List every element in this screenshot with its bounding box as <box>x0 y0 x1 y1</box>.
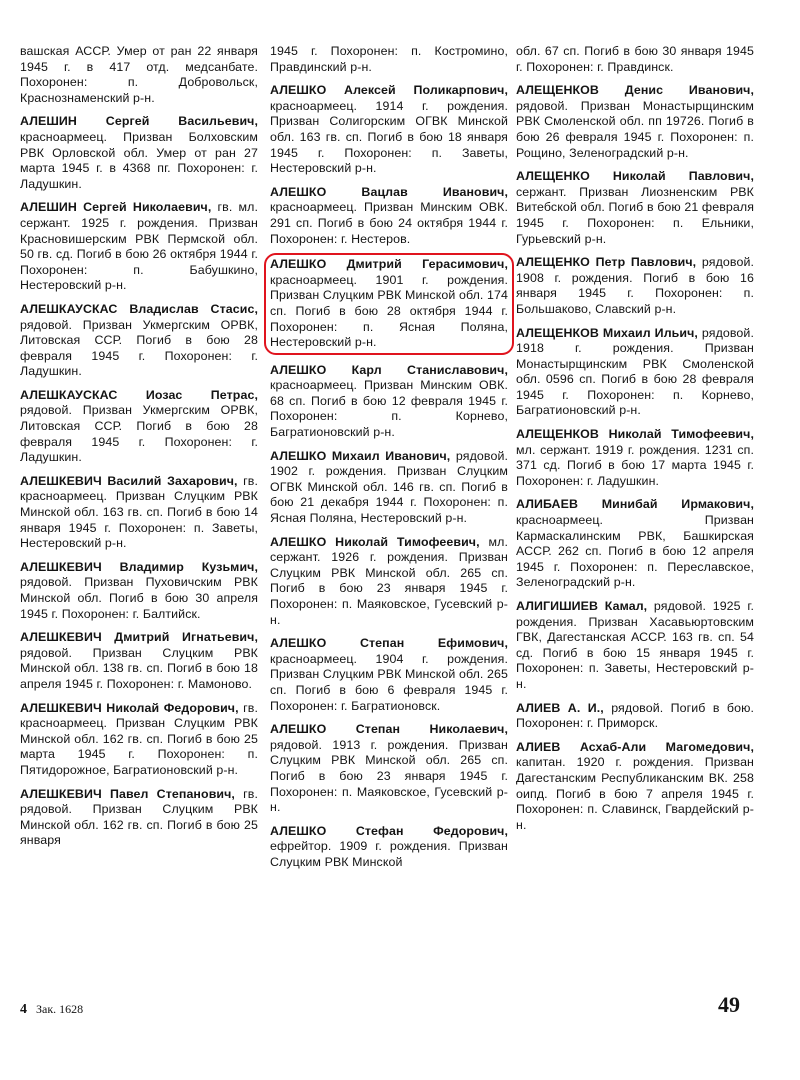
person-name: АЛЕЩЕНКОВ Денис Иванович, <box>516 83 754 98</box>
person-name: АЛЕШКО Николай Тимофеевич, <box>270 534 480 549</box>
entry-details: рядовой. 1918 г. рождения. Призван Монастырщинским РВК Смоленской обл. 0596 сп. Погиб в бою 28 февраля 1945 г. Похоронен: п. Корнево, Багратионовский р-н. <box>516 325 754 418</box>
register-entry <box>20 44 258 106</box>
register-entry <box>270 535 508 629</box>
register-entry <box>20 701 258 779</box>
person-name: АЛЕШКЕВИЧ Владимир Кузьмич, <box>20 559 258 574</box>
entry-details: красноармеец. 1904 г. рождения. Призван Слуцким РВК Минской обл. 265 сп. Погиб в бою 6 февраля 1945 г. Похоронен: г. Багратионовск. <box>270 651 508 713</box>
person-name: АЛЕШКАУСКАС Владислав Стасис, <box>20 301 258 316</box>
entry-details: мл. сержант. 1919 г. рождения. 1231 сп. 371 сд. Погиб в бою 17 марта 1945 г. Похоронен: г. Ладушкин. <box>516 442 754 488</box>
register-entry <box>516 599 754 693</box>
register-entry <box>270 824 508 871</box>
register-entry <box>516 427 754 489</box>
person-name: АЛЕШКЕВИЧ Дмитрий Игнатьевич, <box>20 630 258 645</box>
register-entry <box>516 740 754 834</box>
person-name: АЛИЕВ Асхаб-Али Магомедович, <box>516 739 754 754</box>
register-entry <box>270 83 508 177</box>
person-name: АЛЕШКО Алексей Поликарпович, <box>270 83 508 98</box>
entry-details: красноармеец. 1914 г. рождения. Призван Солигорским ОГВК Минской обл. 163 гв. сп. Погиб в бою 18 января 1945 г. Похоронен: п. Заветы, Нестеровский р-н. <box>270 98 508 176</box>
register-entry <box>20 787 258 849</box>
register-entry <box>516 169 754 247</box>
person-name: АЛЕШИН Сергей Николаевич, <box>20 200 212 215</box>
person-name: АЛЕЩЕНКО Петр Павлович, <box>516 255 697 270</box>
register-entry <box>516 44 754 75</box>
register-entry <box>516 255 754 317</box>
entry-details: рядовой. Погиб в бою. Похоронен: г. Приморск. <box>516 700 755 731</box>
register-entry <box>516 326 754 420</box>
entry-details: 1945 г. Похоронен: п. Костромино, Правдинский р-н. <box>270 44 508 74</box>
page-number: 49 <box>718 992 740 1017</box>
person-name: АЛЕШКЕВИЧ Василий Захарович, <box>20 473 238 488</box>
register-entry <box>20 474 258 552</box>
entry-details: гв. рядовой. Призван Слуцким РВК Минской обл. 162 гв. сп. Погиб в бою 25 января <box>20 786 259 848</box>
entry-details: вашская АССР. Умер от ран 22 января 1945 г. в 417 отд. медсанбате. Похоронен: п. Добровольск, Краснознаменский р-н. <box>20 44 258 105</box>
print-footer <box>20 1002 83 1018</box>
register-entry <box>270 636 508 714</box>
person-name: АЛЕШКО Михаил Иванович, <box>270 448 451 463</box>
entry-details: гв. красноармеец. Призван Слуцким РВК Минской обл. 162 гв. сп. Погиб в бою 25 марта 1945 г. Похоронен: п. Пятидорожное, Багратионовский р-н. <box>20 700 258 777</box>
person-name: АЛЕШКО Стефан Федорович, <box>270 823 508 838</box>
person-name: АЛЕШКО Вацлав Иванович, <box>270 184 508 199</box>
register-entry <box>270 449 508 527</box>
entry-details: рядовой. 1902 г. рождения. Призван Слуцким ОГВК Минской обл. 146 гв. сп. Погиб в бою 21 декабря 1944 г. Похоронен: п. Ясная Поляна, Нестеровский р-н. <box>270 448 509 526</box>
person-name: АЛЕШИН Сергей Васильевич, <box>20 114 258 129</box>
register-entry <box>270 185 508 247</box>
person-name: АЛИЕВ А. И., <box>516 700 604 715</box>
entry-details: ефрейтор. 1909 г. рождения. Призван Слуцким РВК Минской <box>270 839 508 869</box>
entry-details: красноармеец. Призван Минским ОВК. 68 сп. Погиб в бою 12 февраля 1945 г. Похоронен: п. Корнево, Багратионовский р-н. <box>270 378 508 440</box>
entry-details: гв. мл. сержант. 1925 г. рождения. Призван Красновишерским РВК Пермской обл. 50 гв. сд. Погиб в бою 26 октября 1944 г. Похоронен: п. Бабушкино, Нестеровский р-н. <box>20 200 258 293</box>
person-name: АЛЕШКАУСКАС Иозас Петрас, <box>20 387 258 402</box>
register-entry <box>20 302 258 380</box>
entry-details: красноармеец. 1901 г. рождения. Призван Слуцким РВК Минской обл. 174 сп. Погиб в бою 28 октября 1944 г. Похоронен: п. Ясная Поляна, Нестеровский р-н. <box>270 272 508 350</box>
entry-details: рядовой. 1913 г. рождения. Призван Слуцким РВК Минской обл. 265 сп. Погиб в бою 23 января 1945 г. Похоронен: п. Маяковское, Гусевский р-н. <box>270 737 508 815</box>
entry-details: рядовой. Призван Монастырщинским РВК Смоленской обл. пп 19726. Погиб в бою 26 февраля 1945 г. Похоронен: п. Рощино, Зеленоградский р-н. <box>516 98 754 160</box>
text-column-left <box>20 44 258 857</box>
person-name: АЛЕШКО Карл Станиславович, <box>270 362 508 377</box>
register-entry <box>270 363 508 441</box>
register-entry <box>20 200 258 294</box>
register-entry <box>270 44 508 75</box>
register-entry <box>516 497 754 591</box>
person-name: АЛИГИШИЕВ Камал, <box>516 599 648 613</box>
register-entry <box>270 722 508 816</box>
entry-details: рядовой. Призван Слуцким РВК Минской обл. 138 гв. сп. Погиб в бою 18 апреля 1945 г. Похоронен: г. Мамоново. <box>20 645 258 691</box>
sheet-number: 4 <box>20 1002 27 1017</box>
person-name: АЛЕШКО Степан Николаевич, <box>270 722 508 737</box>
register-entry <box>20 114 258 192</box>
register-entry <box>20 388 258 466</box>
entry-details: гв. красноармеец. Призван Слуцким РВК Минской обл. 163 гв. сп. Погиб в бою 14 января 1945 г. Похоронен: п. Заветы, Нестеровский р-н. <box>20 473 259 551</box>
entry-details: красноармеец. Призван Минским ОВК. 291 сп. Погиб в бою 24 октября 1944 г. Похоронен: г. Нестеров. <box>270 200 508 246</box>
person-name: АЛЕШКО Дмитрий Герасимович, <box>270 257 508 272</box>
highlighted-register-entry <box>264 253 514 355</box>
person-name: АЛЕШКЕВИЧ Павел Степанович, <box>20 786 235 801</box>
text-column-middle <box>270 44 508 879</box>
entry-details: рядовой. Призван Укмергским ОРВК, Литовская ССР. Погиб в бою 28 февраля 1945 г. Похоронен: г. Ладушкин. <box>20 317 258 379</box>
entry-details: рядовой. Призван Укмергским ОРВК, Литовская ССР. Погиб в бою 28 февраля 1945 г. Похоронен: г. Ладушкин. <box>20 403 258 465</box>
entry-details: обл. 67 сп. Погиб в бою 30 января 1945 г. Похоронен: г. Правдинск. <box>516 44 754 74</box>
register-entry <box>20 630 258 692</box>
text-column-right <box>516 44 754 841</box>
order-note: Зак. 1628 <box>36 1002 84 1016</box>
register-entry <box>516 83 754 161</box>
entry-details: мл. сержант. 1926 г. рождения. Призван Слуцким РВК Минской обл. 265 сп. Погиб в бою 23 января 1945 г. Похоронен: п. Маяковское, Гусевский р-н. <box>270 534 508 627</box>
person-name: АЛЕШКЕВИЧ Николай Федорович, <box>20 700 239 715</box>
register-entry <box>20 560 258 622</box>
entry-details: красноармеец. Призван Кармаскалинским РВК, Башкирская АССР. 262 сп. Погиб в бою 12 апреля 1945 г. Похоронен: п. Переславское, Зеленоградский р-н. <box>516 513 754 590</box>
register-entry <box>516 701 754 732</box>
entry-details: красноармеец. Призван Болховским РВК Орловской обл. Умер от ран 27 марта 1945 г. в 4368 пг. Похоронен: г. Ладушкин. <box>20 129 258 191</box>
entry-details: сержант. Призван Лиозненским РВК Витебской обл. Погиб в бою 21 февраля 1945 г. Похоронен: п. Ельники, Гурьевский р-н. <box>516 184 754 246</box>
person-name: АЛЕЩЕНКО Николай Павлович, <box>516 169 754 184</box>
person-name: АЛЕЩЕНКОВ Михаил Ильич, <box>516 325 698 340</box>
person-name: АЛЕЩЕНКОВ Николай Тимофеевич, <box>516 427 754 442</box>
entry-details: рядовой. 1908 г. рождения. Погиб в бою 16 января 1945 г. Похоронен: п. Большаково, Славский р-н. <box>516 255 755 316</box>
person-name: АЛИБАЕВ Минибай Ирмакович, <box>516 497 754 512</box>
entry-details: рядовой. Призван Пуховичским РВК Минской обл. Погиб в бою 30 апреля 1945 г. Похоронен: г. Балтийск. <box>20 575 258 621</box>
person-name: АЛЕШКО Степан Ефимович, <box>270 636 508 651</box>
entry-details: капитан. 1920 г. рождения. Призван Дагестанским Республиканским ВК. 258 оипд. Погиб в бою 7 апреля 1945 г. Похоронен: п. Славинск, Гвардейский р-н. <box>516 755 754 832</box>
entry-details: рядовой. 1925 г. рождения. Призван Хасавьюртовским ГВК, Дагестанская АССР. 163 гв. сп. 54 сд. Погиб в бою 15 января 1945 г. Похоронен: п. Заветы, Нестеровский р-н. <box>516 599 755 691</box>
